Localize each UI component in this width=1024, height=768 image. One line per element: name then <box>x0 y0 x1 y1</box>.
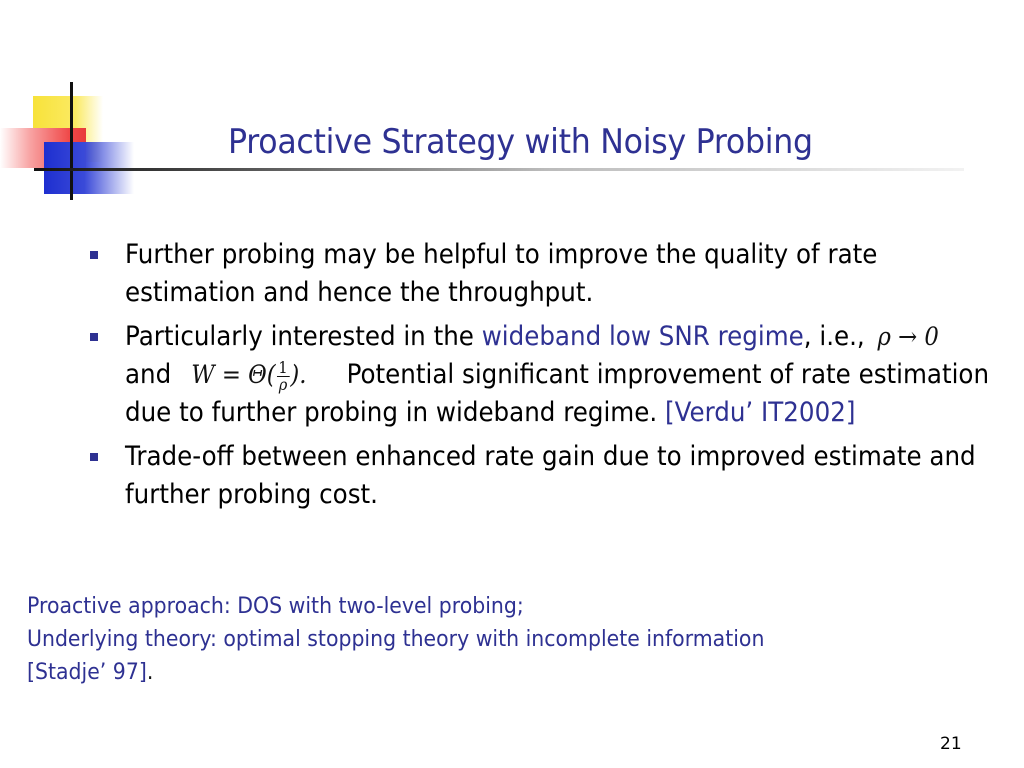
note-period: . <box>146 660 154 685</box>
citation-text: [Stadje’ 97] <box>27 660 147 685</box>
slide-title: Proactive Strategy with Noisy Probing <box>228 122 813 162</box>
bullet-text <box>125 318 999 432</box>
bullet-item <box>88 438 976 514</box>
approach-note <box>27 590 1007 689</box>
page-number: 21 <box>940 734 962 754</box>
bullet-text-part: Potential significant improvement of rate estimation due to further probing in wideband regime. <box>125 359 990 428</box>
bullet-list <box>88 236 990 520</box>
title-underline <box>34 168 964 171</box>
bullet-square-icon <box>90 333 98 341</box>
bullet-text-part: Particularly interested in the <box>125 321 482 352</box>
bullet-text: Trade-off between enhanced rate gain due to improved estimate and further probing cost. <box>125 441 976 510</box>
note-line <box>27 656 938 689</box>
bullet-item <box>88 236 968 312</box>
w-theta-formula <box>191 356 306 394</box>
bullet-item <box>88 318 990 432</box>
bullet-text: Further probing may be helpful to improve the quality of rate estimation and hence the throughput. <box>125 239 878 308</box>
logo-vertical-line <box>70 82 73 200</box>
citation-text: [Verdu’ IT2002] <box>664 397 856 428</box>
fraction-denominator: ρ <box>278 375 288 394</box>
bullet-square-icon <box>90 251 98 259</box>
rho-limit-formula: ρ → 0 <box>877 322 939 351</box>
formula-fraction <box>277 360 290 393</box>
formula-lhs: W = Θ( <box>191 360 276 389</box>
highlight-text: wideband low SNR regime <box>481 321 804 352</box>
fraction-numerator: 1 <box>278 358 288 377</box>
bullet-square-icon <box>90 453 98 461</box>
note-line: Proactive approach: DOS with two-level probing; <box>27 594 524 619</box>
formula-rhs: ). <box>290 360 307 389</box>
bullet-text-part: , i.e., <box>803 321 865 352</box>
bullet-text-part: and <box>125 359 172 390</box>
note-line: Underlying theory: optimal stopping theory with incomplete information <box>27 627 765 652</box>
